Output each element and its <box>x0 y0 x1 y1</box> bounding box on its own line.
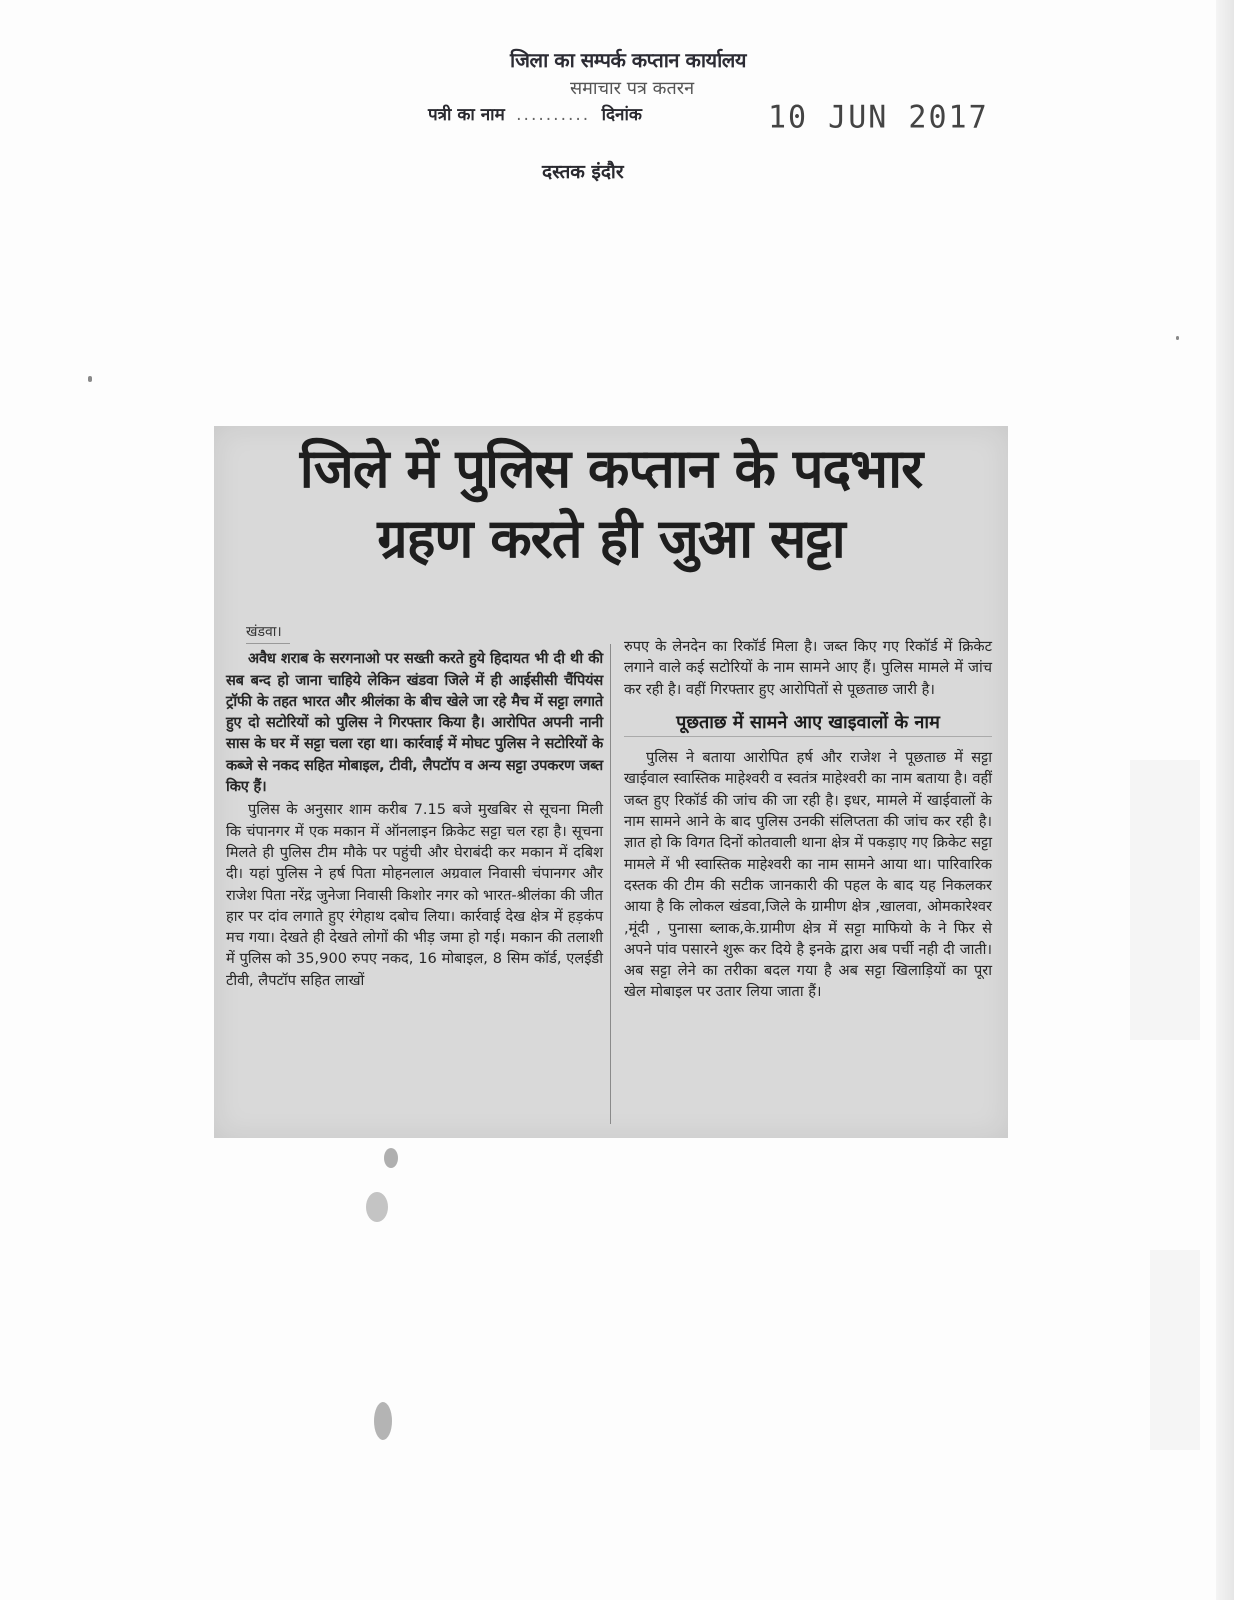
office-stamp <box>420 40 989 200</box>
stamp-newspaper-row <box>428 102 642 125</box>
scan-ghost-mark <box>1150 1250 1200 1450</box>
scan-blot <box>366 1192 388 1222</box>
stamp-date-value: 10 JUN 2017 <box>768 99 989 136</box>
article-dateline: खंडवा। <box>246 622 290 644</box>
stamp-newspaper-name-value: .......... <box>516 105 591 125</box>
column-divider <box>610 644 611 1124</box>
headline-line-2: ग्रहण करते ही जुआ सट्टा <box>377 507 845 570</box>
stamp-edition: दस्तक इंदौर <box>542 161 624 183</box>
article-paragraph-2: पुलिस के अनुसार शाम करीब 7.15 बजे मुखबिर से सूचना मिली कि चंपानगर में एक मकान में ऑनलाइन क्रिकेट सट्टा चल रहा है। सूचना मिलते ही पुलिस टीम मौके पर पहुंची और घेराबंदी कर मकान में दबिश दी। यहां पुलिस ने हर्ष पिता मोहनलाल अग्रवाल निवासी चंपानगर और राजेश पिता नरेंद्र जुनेजा निवासी किशोर नगर को भारत-श्रीलंका की जीत हार पर दांव लगाते हुए रंगेहाथ दबोच लिया। कार्रवाई देख क्षेत्र में हड़कंप मच गया। देखते ही देखते लोगों की भीड़ जमा हो गई। मकान की तलाशी में पुलिस को 35,900 रुपए नकद, 16 मोबाइल, 8 सिम कॉर्ड, एलईडी टीवी, लैपटॉप सहित लाखों <box>226 801 603 989</box>
scan-speck <box>88 376 92 382</box>
scan-ghost-mark <box>1130 760 1200 1040</box>
article-paragraph-3: पुलिस ने बताया आरोपित हर्ष और राजेश ने पूछताछ में सट्टा खाईवाल स्वास्तिक माहेश्वरी व स्वतंत्र माहेश्वरी का नाम बताया है। वहीं जब्त हुए रिकॉर्ड की जांच की जा रही है। इधर, मामले में खाईवालों के नाम सामने आने के बाद पुलिस उनकी संलिप्तता की जांच कर रही है। ज्ञात हो कि विगत दिनों कोतवाली थाना क्षेत्र में पकड़ाए गए क्रिकेट सट्टा मामले में भी स्वास्तिक माहेश्वरी का नाम सामने आया था। पारिवारिक दस्तक की टीम की सटीक जानकारी की पहल के बाद यह निकलकर आया है कि लोकल खंडवा,जिले के ग्रामीण क्षेत्र ,खालवा, ओमकारेश्वर ,मूंदी , पुनासा ब्लाक,के.ग्रामीण क्षेत्र में सट्टा माफियो के ने फिर से अपने पांव पसारने शुरू कर दिये है इनके द्वारा अब पर्ची नही दी जाती। अब सट्टा लेने का तरीका बदल गया है अब सट्टा खिलाड़ियों का पूरा खेल मोबाइल पर उतार लिया जाता हैं। <box>624 749 992 1001</box>
scan-speck <box>1176 336 1179 340</box>
article-lead-paragraph: अवैध शराब के सरगनाओ पर सख्ती करते हुये हिदायत भी दी थी की सब बन्द हो जाना चाहिये लेकिन खंडवा जिले में ही आईसीसी चैंपियंस ट्रॉफी के तहत भारत और श्रीलंका के बीच खेले जा रहे मैच में सट्टा लगाते हुए दो सटोरियों को पुलिस ने गिरफ्तार किया है। आरोपित अपनी नानी सास के घर में सट्टा चला रहा था। कार्रवाई में मोघट पुलिस ने सटोरियों के कब्जे से नकद सहित मोबाइल, टीवी, लैपटॉप व अन्य सट्टा उपकरण जब्त किए हैं। <box>226 650 603 796</box>
page-edge-shadow <box>1216 0 1234 1600</box>
article-column-left <box>226 622 603 991</box>
newspaper-clipping <box>214 426 1008 1138</box>
article-headline <box>228 434 994 574</box>
headline-line-1: जिले में पुलिस कप्तान के पदभार <box>299 437 923 500</box>
stamp-date-label: दिनांक <box>601 105 642 125</box>
article-right-continuation: रुपए के लेनदेन का रिकॉर्ड मिला है। जब्त किए गए रिकॉर्ड में क्रिकेट लगाने वाले कई सटोरियों के नाम सामने आए हैं। पुलिस मामले में जांच कर रही है। वहीं गिरफ्तार हुए आरोपितों से पूछताछ जारी है। <box>624 638 992 698</box>
stamp-office-name: जिला का सम्पर्क कप्तान कार्यालय <box>510 48 746 72</box>
scan-blot <box>374 1402 392 1440</box>
article-column-right <box>624 636 992 1003</box>
stamp-newspaper-name-label: पत्री का नाम <box>428 105 505 125</box>
article-subheading: पूछताछ में सामने आए खाइवालों के नाम <box>624 712 992 737</box>
scan-blot <box>384 1148 398 1168</box>
stamp-clipping-label: समाचार पत्र कतरन <box>570 78 695 99</box>
